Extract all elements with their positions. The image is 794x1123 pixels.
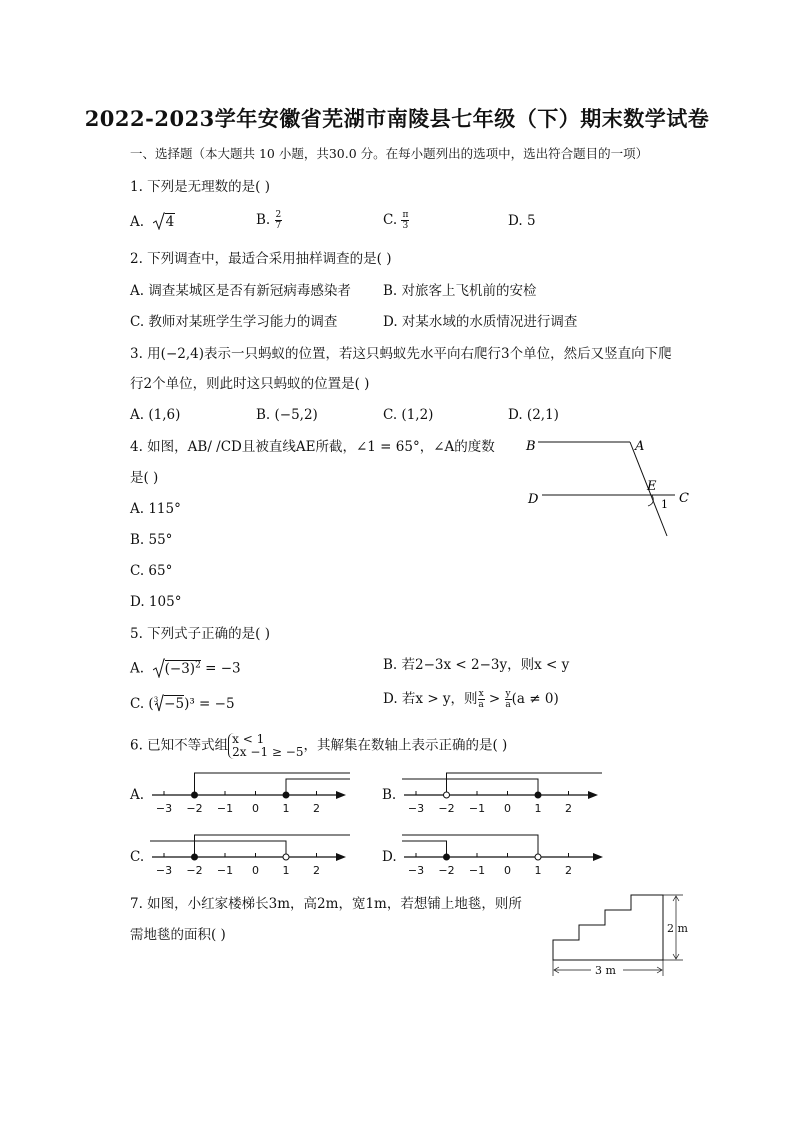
tick-label: −1 — [216, 864, 234, 877]
tick-label: −1 — [468, 864, 486, 877]
q3-option-b: B. (−5,2) — [256, 407, 318, 423]
q6-number-line-b — [400, 765, 610, 820]
solution-bracket-2 — [402, 835, 538, 857]
q4-stem-line1: 4. 如图，AB/ /CD且被直线AE所截，∠1 = 65°，∠A的度数 — [130, 439, 495, 455]
solution-bracket-1 — [447, 773, 603, 795]
hollow-dot-marker — [283, 854, 289, 860]
radical-sign-icon — [155, 694, 164, 712]
section-header: 一、选择题（本大题共 10 小题，共30.0 分。在每小题列出的选项中，选出符合题目的一项） — [130, 146, 649, 161]
q4-option-d: D. 105° — [130, 594, 182, 610]
tick-label: 1 — [282, 864, 290, 877]
radical-sign-icon — [153, 212, 165, 230]
tick-label: −1 — [216, 802, 234, 815]
length-label: 3 m — [595, 964, 616, 977]
arrow-right-icon — [336, 791, 346, 799]
tick-label: −1 — [468, 802, 486, 815]
q2-stem: 2. 下列调查中，最适合采用抽样调查的是( ) — [130, 251, 392, 267]
q2-option-c: C. 教师对某班学生学习能力的调查 — [130, 314, 338, 330]
tick-label: 2 — [565, 864, 572, 877]
q1-option-a: A. 4 — [130, 214, 175, 230]
solid-dot-marker — [192, 854, 198, 860]
q1-option-d: D. 5 — [508, 213, 536, 229]
q7-stem-line1: 7. 如图，小红家楼梯长3m，高2m，宽1m，若想铺上地毯，则所 — [130, 896, 522, 912]
tick-label: −3 — [155, 802, 173, 815]
q3-stem-line2: 行2个单位，则此时这只蚂蚁的位置是( ) — [130, 376, 370, 392]
height-label: 2 m — [667, 922, 688, 935]
tick-label: −2 — [438, 864, 455, 877]
solid-dot-marker — [283, 792, 289, 798]
tick-label: −3 — [155, 864, 173, 877]
q7-stem-line2: 需地毯的面积( ) — [130, 927, 226, 943]
solid-dot-marker — [444, 854, 450, 860]
q4-parallel-lines-figure — [520, 430, 700, 540]
tick-label: 2 — [565, 802, 572, 815]
q6-option-b-label: B. — [382, 787, 397, 803]
arrow-right-icon — [593, 853, 603, 861]
q5-option-c: C. ($^3$ −5)³ = −5 — [130, 696, 235, 712]
staircase-outline — [553, 895, 663, 960]
tick-label: 2 — [313, 864, 320, 877]
q4-option-a: A. 115° — [130, 501, 181, 517]
page-title: 2022-2023学年安徽省芜湖市南陵县七年级（下）期末数学试卷 — [84, 106, 710, 131]
tick-label: 0 — [252, 864, 259, 877]
label-e: E — [647, 479, 657, 494]
solution-bracket-2 — [402, 779, 538, 795]
q6-number-line-c — [148, 827, 358, 882]
q3-option-d: D. (2,1) — [508, 407, 559, 423]
tick-label: −3 — [407, 802, 425, 815]
label-c: C — [679, 491, 689, 506]
q5-option-a: A. $(-3)^2 = -3$ — [130, 656, 241, 678]
tick-label: 1 — [534, 864, 542, 877]
q2-option-d: D. 对某水域的水质情况进行调查 — [383, 314, 578, 330]
solid-dot-marker — [192, 792, 198, 798]
solution-bracket-2 — [286, 779, 350, 795]
solution-bracket-1 — [195, 835, 351, 857]
solution-bracket-1 — [195, 773, 351, 795]
q6-number-line-d — [400, 827, 615, 882]
label-d: D — [528, 492, 539, 507]
tick-label: 0 — [504, 802, 511, 815]
label-1: 1 — [661, 498, 668, 511]
tick-label: 0 — [504, 864, 511, 877]
tick-label: −2 — [438, 802, 455, 815]
q1-stem: 1. 下列是无理数的是( ) — [130, 179, 270, 195]
q5-stem: 5. 下列式子正确的是( ) — [130, 626, 270, 642]
label-a: A — [635, 439, 645, 454]
q6-option-a-label: A. — [130, 787, 145, 803]
inequality-system: x < 1 2x −1 ≥ −5 — [228, 733, 303, 759]
q5-option-b: B. 若2−3x < 2−3y，则x < y — [383, 657, 570, 673]
label-b: B — [526, 439, 536, 454]
q3-option-a: A. (1,6) — [130, 407, 181, 423]
solution-bracket-2 — [150, 841, 286, 857]
q2-option-b: B. 对旅客上飞机前的安检 — [383, 283, 537, 299]
q6-option-d-label: D. — [382, 849, 397, 865]
q2-option-a: A. 调查某城区是否有新冠病毒感染者 — [130, 283, 351, 299]
hollow-dot-marker — [535, 854, 541, 860]
q4-option-c: C. 65° — [130, 563, 173, 579]
tick-label: −2 — [186, 864, 203, 877]
arrow-right-icon — [336, 853, 346, 861]
solid-dot-marker — [535, 792, 541, 798]
q4-option-b: B. 55° — [130, 532, 173, 548]
tick-label: −3 — [407, 864, 425, 877]
q1-option-c: C. $\frac{\pi}{3}$ — [383, 210, 409, 231]
q6-option-c-label: C. — [130, 849, 145, 865]
hollow-dot-marker — [444, 792, 450, 798]
arrow-right-icon — [588, 791, 598, 799]
q7-staircase-figure — [545, 890, 695, 982]
q3-stem-line1: 3. 用(−2,4)表示一只蚂蚁的位置，若这只蚂蚁先水平向右爬行3个单位，然后又竖直向下爬 — [130, 346, 672, 362]
tick-label: 1 — [534, 802, 542, 815]
q1-option-b: B. $\frac{2}{7}$ — [256, 210, 282, 231]
tick-label: 2 — [313, 802, 320, 815]
radical-sign-icon — [153, 658, 165, 678]
tick-label: −2 — [186, 802, 203, 815]
q3-option-c: C. (1,2) — [383, 407, 434, 423]
q6-number-line-a — [148, 765, 358, 820]
tick-label: 1 — [282, 802, 290, 815]
q4-stem-line2: 是( ) — [130, 470, 159, 486]
q6-stem: 6. 已知不等式组 x < 1 2x −1 ≥ −5 ，其解集在数轴上表示正确的是( ) — [130, 732, 508, 759]
q5-option-d: D. 若x > y，则 $\frac{x}{a}$ > $\frac{y}{a}$ (a ≠ 0) — [383, 689, 559, 710]
tick-label: 0 — [252, 802, 259, 815]
solution-bracket-1 — [402, 841, 447, 857]
